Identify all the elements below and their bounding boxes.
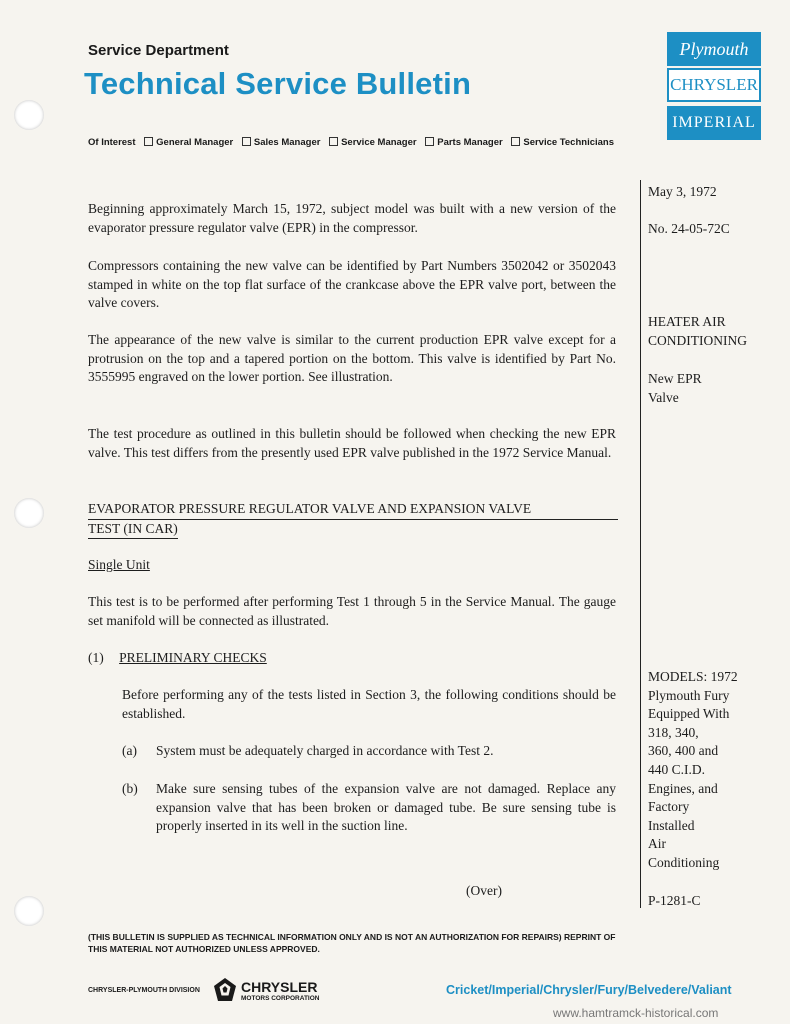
of-interest-row [88, 137, 614, 148]
interest-option: General Manager [156, 137, 234, 148]
bulletin-topic [648, 370, 702, 407]
section-heading-line: EVAPORATOR PRESSURE REGULATOR VALVE AND EXPANSION VALVE [88, 500, 618, 520]
interest-option: Sales Manager [253, 137, 321, 148]
form-number: P-1281-C [648, 893, 701, 908]
interest-option: Service Manager [341, 137, 417, 148]
watermark: www.hamtramck-historical.com [553, 1006, 719, 1020]
models-line: Conditioning [648, 854, 720, 870]
bulletin-title: Technical Service Bulletin [84, 66, 472, 101]
checkbox-icon [242, 137, 251, 146]
bulletin-subject [648, 313, 747, 350]
models-footer: Cricket/Imperial/Chrysler/Fury/Belvedere/Valiant [446, 983, 732, 997]
chrysler-brand: CHRYSLER [241, 979, 318, 995]
chrysler-logo: CHRYSLER [667, 68, 761, 102]
models-line: 318, 340, [648, 724, 699, 740]
models-line: Factory [648, 799, 690, 815]
of-interest-label: Of Interest [88, 137, 136, 148]
models-line: Air [648, 836, 666, 852]
body-paragraph: Beginning approximately March 15, 1972, subject model was built with a new version of the evaporator pressure regulator valve (EPR) in the compressor. [88, 201, 616, 235]
plymouth-logo: Plymouth [667, 32, 761, 66]
interest-option: Service Technicians [523, 137, 615, 148]
models-line: Installed [648, 817, 695, 833]
item-label: (b) [122, 781, 138, 796]
models-line: 360, 400 and [648, 743, 719, 759]
pentastar-icon [212, 977, 238, 1003]
department-label: Service Department [88, 42, 229, 59]
bulletin-date: May 3, 1972 [648, 184, 717, 199]
body-paragraph: The test procedure as outlined in this bulletin should be followed when checking the new EPR valve. This test differs from the presently used EPR valve published in the 1972 Service Manual. [88, 426, 616, 460]
step-heading [88, 649, 616, 668]
models-line: 440 C.I.D. [648, 761, 705, 777]
models-line: Plymouth Fury [648, 687, 730, 703]
test-paragraph: This test is to be performed after performing Test 1 through 5 in the Service Manual. The gauge set manifold will be connected as illustrated. [88, 594, 616, 628]
bulletin-number: No. 24-05-72C [648, 221, 730, 236]
item-text: System must be adequately charged in accordance with Test 2. [156, 743, 494, 758]
checkbox-icon [144, 137, 153, 146]
disclaimer: (THIS BULLETIN IS SUPPLIED AS TECHNICAL INFORMATION ONLY AND IS NOT AN AUTHORIZATION FOR REPAIRS) REPRINT OF THIS MATERIAL NOT AUTHORIZED UNLESS APPROVED. [88, 932, 616, 954]
topic-line: New EPR [648, 371, 702, 386]
checkbox-icon [425, 137, 434, 146]
subheading: Single Unit [88, 557, 150, 572]
over-note: (Over) [466, 883, 502, 898]
subject-line: CONDITIONING [648, 332, 747, 348]
sidebar-divider [640, 180, 641, 908]
subject-line: HEATER AIR [648, 314, 726, 329]
interest-option: Parts Manager [437, 137, 503, 148]
models-line: Engines, and [648, 780, 718, 796]
checkbox-icon [511, 137, 520, 146]
checkbox-icon [329, 137, 338, 146]
punch-hole [14, 498, 44, 528]
imperial-logo: IMPERIAL [667, 106, 761, 140]
section-heading [88, 500, 618, 539]
chrysler-brand-sub: MOTORS CORPORATION [241, 995, 320, 1002]
item-text: Make sure sensing tubes of the expansion valve are not damaged. Replace any expansion valve that has been broken or damaged tube. Be sure sensing tube is properly inserted in its well in the suction line. [156, 781, 616, 834]
step-intro: Before performing any of the tests listed in Section 3, the following conditions should be established. [122, 687, 616, 721]
item-label: (a) [122, 743, 137, 758]
body-paragraph: The appearance of the new valve is similar to the current production EPR valve except for a protrusion on the top and a tapered portion on the bottom. This valve is identified by Part No. 3555995 engraved on the lower portion. See illustration. [88, 332, 616, 385]
punch-hole [14, 100, 44, 130]
models-line: Equipped With [648, 706, 730, 722]
punch-hole [14, 896, 44, 926]
body-paragraph: Compressors containing the new valve can be identified by Part Numbers 3502042 or 3502043 stamped in white on the top flat surface of the crankcase above the EPR valve port, between the valve covers. [88, 258, 616, 311]
section-heading-line: TEST (IN CAR) [88, 520, 178, 540]
topic-line: Valve [648, 389, 679, 405]
models-list [648, 668, 738, 873]
step-number: (1) [88, 650, 104, 665]
division-label: CHRYSLER-PLYMOUTH DIVISION [88, 987, 200, 994]
models-line: MODELS: 1972 [648, 669, 738, 684]
step-title: PRELIMINARY CHECKS [119, 650, 267, 665]
